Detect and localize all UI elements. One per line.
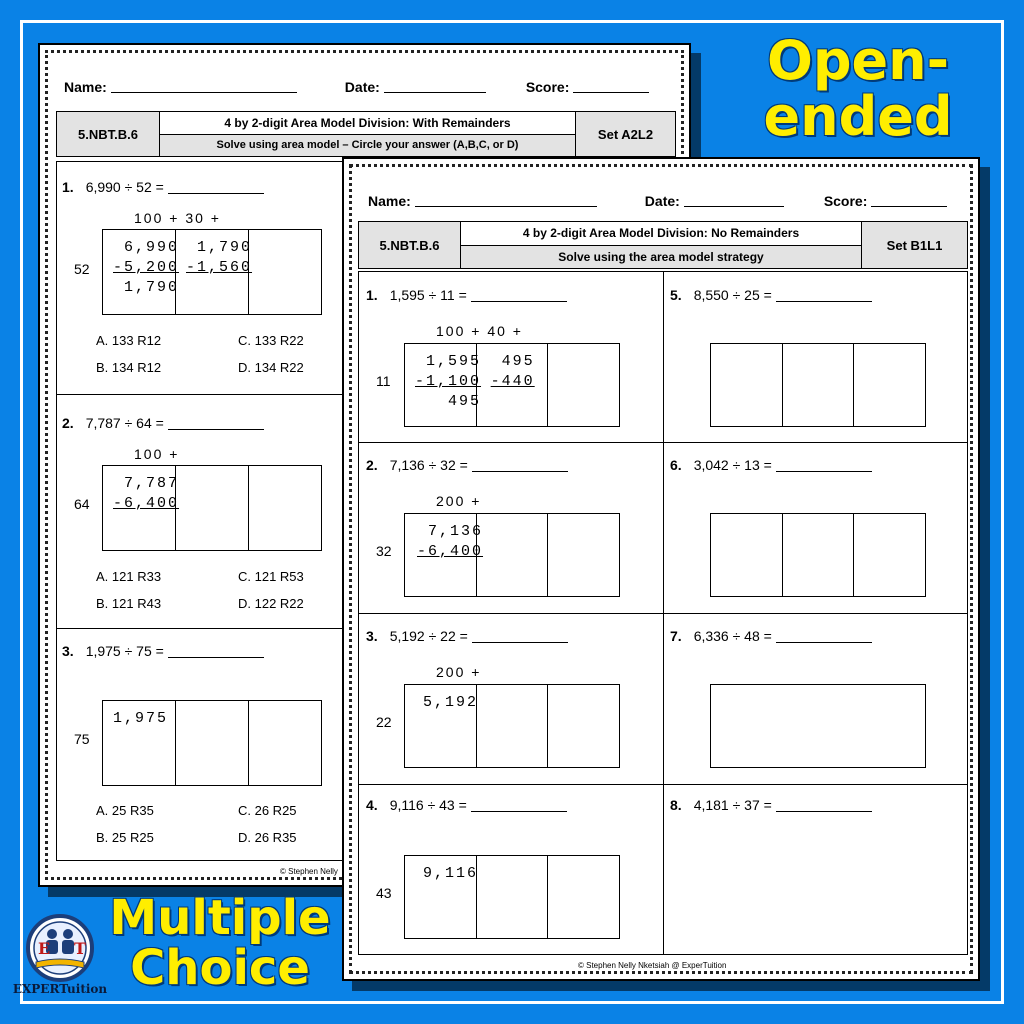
quotient-parts: 100 + 30 + xyxy=(134,210,221,226)
area-model[interactable]: 1,975 xyxy=(102,700,322,786)
question-3: 3. 1,975 ÷ 75 = xyxy=(62,643,264,659)
standard-code: 5.NBT.B.6 xyxy=(57,112,160,156)
header-fields xyxy=(368,193,947,209)
score-field[interactable] xyxy=(573,79,649,93)
divisor: 64 xyxy=(74,496,90,512)
set-code: Set B1L1 xyxy=(861,222,967,268)
choice-b[interactable]: B. 25 R25 xyxy=(96,830,154,845)
worksheet-title: 4 by 2-digit Area Model Division: With Remainders xyxy=(160,112,575,135)
choice-d[interactable]: D. 26 R35 xyxy=(238,830,297,845)
area-model[interactable] xyxy=(710,684,926,768)
copyright-footer: © Stephen Nelly Nketsiah @ ExperTuition xyxy=(578,961,727,970)
answer-blank[interactable] xyxy=(471,811,567,812)
area-model[interactable]: 7,787 -6,400 xyxy=(102,465,322,551)
area-model[interactable] xyxy=(710,343,926,427)
choice-d[interactable]: D. 122 R22 xyxy=(238,596,304,611)
date-label: Date: xyxy=(644,193,680,209)
answer-blank[interactable] xyxy=(168,429,264,430)
divisor: 52 xyxy=(74,261,90,277)
area-model[interactable]: 9,116 xyxy=(404,855,620,939)
name-label: Name: xyxy=(64,79,107,95)
question-2: 2. 7,787 ÷ 64 = xyxy=(62,415,264,431)
answer-blank[interactable] xyxy=(472,471,568,472)
question-8: 8. 4,181 ÷ 37 = xyxy=(670,797,872,813)
choice-c[interactable]: C. 26 R25 xyxy=(238,803,297,818)
worksheet-open-ended xyxy=(342,157,980,981)
quotient-parts: 200 + xyxy=(436,493,482,509)
svg-text:T: T xyxy=(74,939,86,958)
date-field[interactable] xyxy=(684,193,784,207)
area-model[interactable]: 6,990 -5,200 1,790 1,790 -1,560 xyxy=(102,229,322,315)
area-model[interactable] xyxy=(710,513,926,597)
set-code: Set A2L2 xyxy=(575,112,675,156)
question-1: 1. 1,595 ÷ 11 = xyxy=(366,287,567,303)
multiple-choice-label: Multiple Choice xyxy=(109,890,331,996)
area-model[interactable]: 7,136 -6,400 xyxy=(404,513,620,597)
choice-c[interactable]: C. 121 R53 xyxy=(238,569,304,584)
choice-a[interactable]: A. 25 R35 xyxy=(96,803,154,818)
score-field[interactable] xyxy=(871,193,947,207)
area-model[interactable]: 5,192 xyxy=(404,684,620,768)
worksheet-subtitle: Solve using area model – Circle your answer (A,B,C, or D) xyxy=(160,135,575,157)
name-field[interactable] xyxy=(111,79,297,93)
score-label: Score: xyxy=(823,193,868,209)
answer-blank[interactable] xyxy=(776,642,872,643)
date-label: Date: xyxy=(344,79,380,95)
answer-blank[interactable] xyxy=(776,811,872,812)
logo-text: EXPERTuition xyxy=(12,982,108,996)
quotient-parts: 100 + 40 + xyxy=(436,323,523,339)
quotient-parts: 100 + xyxy=(134,446,180,462)
expertuition-logo xyxy=(14,912,106,1002)
answer-blank[interactable] xyxy=(472,642,568,643)
quotient-parts: 200 + xyxy=(436,664,482,680)
open-ended-label: Open- ended xyxy=(763,29,953,148)
svg-text:E: E xyxy=(38,939,51,958)
choice-d[interactable]: D. 134 R22 xyxy=(238,360,304,375)
name-field[interactable] xyxy=(415,193,597,207)
choice-a[interactable]: A. 121 R33 xyxy=(96,569,162,584)
answer-blank[interactable] xyxy=(776,471,872,472)
answer-blank[interactable] xyxy=(168,657,264,658)
answer-blank[interactable] xyxy=(471,301,567,302)
date-field[interactable] xyxy=(384,79,486,93)
choice-a[interactable]: A. 133 R12 xyxy=(96,333,162,348)
divisor: 11 xyxy=(376,373,391,389)
question-5: 5. 8,550 ÷ 25 = xyxy=(670,287,872,303)
divisor: 43 xyxy=(376,885,392,901)
name-label: Name: xyxy=(368,193,411,209)
area-model[interactable]: 1,595 -1,100 495 495 -440 xyxy=(404,343,620,427)
choice-b[interactable]: B. 134 R12 xyxy=(96,360,162,375)
title-box xyxy=(358,221,968,269)
answer-blank[interactable] xyxy=(776,301,872,302)
question-7: 7. 6,336 ÷ 48 = xyxy=(670,628,872,644)
answer-blank[interactable] xyxy=(168,193,264,194)
copyright-footer: © Stephen Nelly xyxy=(280,867,338,876)
score-label: Score: xyxy=(525,79,570,95)
title-box xyxy=(56,111,676,157)
standard-code: 5.NBT.B.6 xyxy=(359,222,461,268)
worksheet-subtitle: Solve using the area model strategy xyxy=(461,246,861,269)
divisor: 75 xyxy=(74,731,90,747)
question-4: 4. 9,116 ÷ 43 = xyxy=(366,797,567,813)
question-6: 6. 3,042 ÷ 13 = xyxy=(670,457,872,473)
choice-b[interactable]: B. 121 R43 xyxy=(96,596,162,611)
header-fields xyxy=(64,79,649,95)
question-2: 2. 7,136 ÷ 32 = xyxy=(366,457,568,473)
worksheet-title: 4 by 2-digit Area Model Division: No Remainders xyxy=(461,222,861,246)
divisor: 32 xyxy=(376,543,392,559)
divisor: 22 xyxy=(376,714,392,730)
question-3: 3. 5,192 ÷ 22 = xyxy=(366,628,568,644)
choice-c[interactable]: C. 133 R22 xyxy=(238,333,304,348)
question-1: 1. 6,990 ÷ 52 = xyxy=(62,179,264,195)
